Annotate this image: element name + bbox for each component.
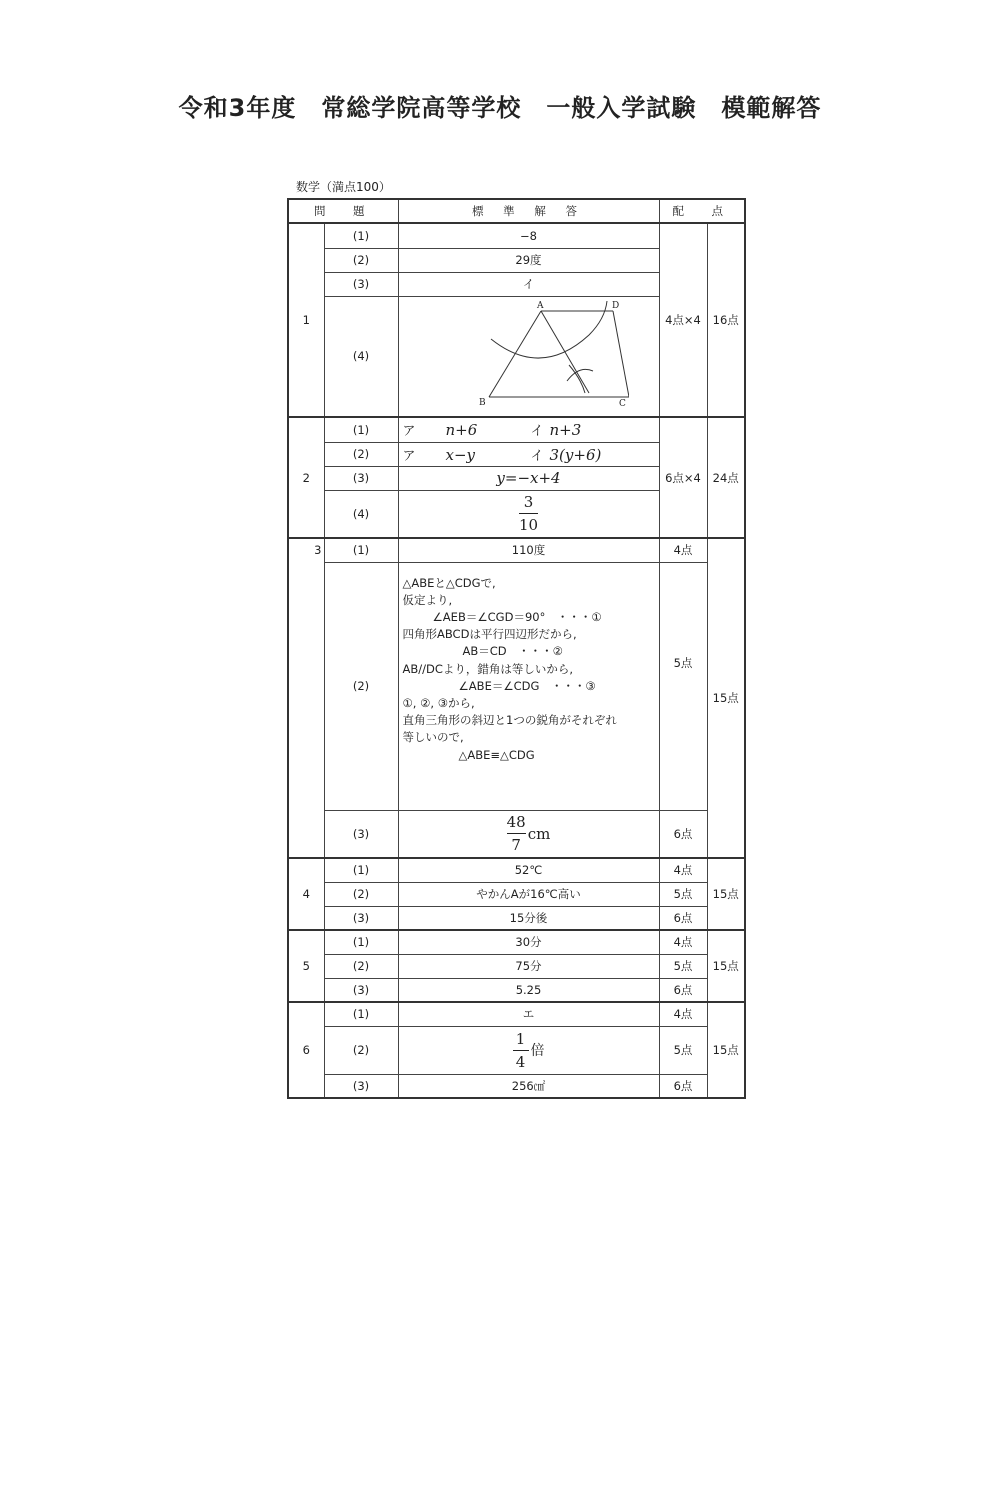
sub-number: (1) <box>324 858 398 882</box>
answer-cell <box>398 490 659 538</box>
numerator: 1 <box>515 1029 526 1048</box>
points-cell: 4点 <box>659 930 707 954</box>
sub-number: (2) <box>324 882 398 906</box>
table-row <box>288 1002 745 1026</box>
answer-cell <box>398 442 659 466</box>
points-rule: 4点×4 <box>659 223 707 417</box>
proof-cell <box>398 562 659 810</box>
section-total: 15点 <box>707 538 745 858</box>
answer-table <box>287 198 746 1099</box>
section-total: 24点 <box>707 417 745 538</box>
points-cell: 6点 <box>659 810 707 858</box>
header-answer: 標 準 解 答 <box>398 199 659 223</box>
label-d: D <box>611 300 619 311</box>
proof-line: ∠ABE＝∠CDG ・・・③ <box>458 678 596 693</box>
sub-number: (1) <box>324 417 398 442</box>
points-cell: 6点 <box>659 906 707 930</box>
section-total: 15点 <box>707 1002 745 1098</box>
table-row <box>288 930 745 954</box>
points-cell: 4点 <box>659 1002 707 1026</box>
proof-line: △ABE≡△CDG <box>458 747 535 762</box>
points-cell: 5点 <box>659 882 707 906</box>
sub-number: (2) <box>324 248 398 272</box>
table-row <box>288 417 745 442</box>
answer-value: x−y <box>445 445 476 464</box>
section-number: 2 <box>288 417 324 538</box>
table-row <box>288 810 745 858</box>
answer-cell: 15分後 <box>398 906 659 930</box>
proof-line: 直角三角形の斜辺と1つの鋭角がそれぞれ <box>402 713 617 728</box>
table-row <box>288 1074 745 1098</box>
construction-figure-cell <box>398 296 659 417</box>
header-points: 配 点 <box>659 199 745 223</box>
table-row <box>288 978 745 1002</box>
answer-cell <box>398 417 659 442</box>
answer-cell: やかんAが16℃高い <box>398 882 659 906</box>
section-total: 15点 <box>707 858 745 930</box>
table-row <box>288 858 745 882</box>
points-rule: 6点×4 <box>659 417 707 538</box>
proof-line: ∠AEB＝∠CGD＝90° ・・・① <box>432 609 602 624</box>
answer-cell: y=−x+4 <box>398 466 659 490</box>
table-row <box>288 1026 745 1074</box>
proof-line: AB＝CD ・・・② <box>462 644 563 659</box>
answer-value: n+3 <box>549 421 582 440</box>
unit: 倍 <box>530 1043 545 1059</box>
points-cell: 5点 <box>659 954 707 978</box>
table-row <box>288 906 745 930</box>
sub-number: (4) <box>324 296 398 417</box>
kana-label: イ <box>530 448 544 464</box>
sub-number: (3) <box>324 810 398 858</box>
arc-from-a <box>491 301 607 358</box>
numerator: 48 <box>506 813 526 832</box>
page-title: 令和3年度 常総学院高等学校 一般入学試験 模範解答 <box>178 94 822 122</box>
denominator: 10 <box>518 516 539 535</box>
kana-label: ア <box>402 448 416 464</box>
sub-number: (4) <box>324 490 398 538</box>
points-cell: 5点 <box>659 1026 707 1074</box>
label-b: B <box>478 397 486 408</box>
label-a: A <box>536 300 543 311</box>
sub-number: (3) <box>324 978 398 1002</box>
table-row <box>288 562 745 810</box>
points-cell: 4点 <box>659 538 707 562</box>
proof-line: △ABEと△CDGで, <box>402 575 496 590</box>
side-dc <box>613 311 629 397</box>
answer-value: n+6 <box>445 421 478 440</box>
points-cell: 5点 <box>659 562 707 810</box>
answer-cell: 256㎠ <box>398 1074 659 1098</box>
sub-number: (1) <box>324 1002 398 1026</box>
sub-number: (3) <box>324 272 398 296</box>
sub-number: (1) <box>324 538 398 562</box>
unit: cm <box>527 824 551 843</box>
proof-line: ①, ②, ③から, <box>402 695 475 710</box>
denominator: 7 <box>511 836 521 855</box>
answer-cell: 110度 <box>398 538 659 562</box>
proof-line: 仮定より, <box>402 592 453 607</box>
fraction <box>507 813 526 854</box>
sub-number: (3) <box>324 1074 398 1098</box>
section-total: 16点 <box>707 223 745 417</box>
fraction <box>513 1030 529 1071</box>
section-total: 15点 <box>707 930 745 1002</box>
table-row <box>288 538 745 562</box>
side-ab <box>489 311 541 397</box>
answer-cell: −8 <box>398 223 659 248</box>
points-cell: 6点 <box>659 978 707 1002</box>
answer-cell: 30分 <box>398 930 659 954</box>
answer-cell: 29度 <box>398 248 659 272</box>
label-c: C <box>618 398 626 409</box>
table-row <box>288 223 745 248</box>
kana-label: イ <box>530 424 544 440</box>
numerator: 3 <box>523 493 534 512</box>
table-row <box>288 882 745 906</box>
section-number: 5 <box>288 930 324 1002</box>
sub-number: (3) <box>324 466 398 490</box>
answer-cell: 5.25 <box>398 978 659 1002</box>
points-cell: 6点 <box>659 1074 707 1098</box>
section-number: 1 <box>288 223 324 417</box>
construction-figure <box>429 299 629 411</box>
proof-line: AB//DCより，錯角は等しいから, <box>402 661 574 676</box>
section-number: 4 <box>288 858 324 930</box>
answer-value: 3(y+6) <box>549 445 602 464</box>
section-number: 3 <box>288 538 324 858</box>
answer-cell <box>398 1026 659 1074</box>
denominator: 4 <box>515 1052 526 1071</box>
fraction <box>519 493 538 534</box>
sub-number: (2) <box>324 562 398 810</box>
table-row <box>288 954 745 978</box>
answer-cell: イ <box>398 272 659 296</box>
answer-cell <box>398 810 659 858</box>
sub-number: (1) <box>324 930 398 954</box>
subject-label: 数学（満点100） <box>296 180 391 194</box>
sub-number: (3) <box>324 906 398 930</box>
sub-number: (1) <box>324 223 398 248</box>
construction-arc-1 <box>567 369 593 381</box>
header-question: 問 題 <box>288 199 398 223</box>
header-row <box>288 199 745 223</box>
kana-label: ア <box>402 424 416 440</box>
section-number: 6 <box>288 1002 324 1098</box>
answer-cell: エ <box>398 1002 659 1026</box>
proof-line: 等しいので, <box>402 730 464 745</box>
answer-cell: 75分 <box>398 954 659 978</box>
points-cell: 4点 <box>659 858 707 882</box>
proof-line: 四角形ABCDは平行四辺形だから, <box>402 627 577 642</box>
sub-number: (2) <box>324 1026 398 1074</box>
answer-cell: 52℃ <box>398 858 659 882</box>
sub-number: (2) <box>324 442 398 466</box>
sub-number: (2) <box>324 954 398 978</box>
